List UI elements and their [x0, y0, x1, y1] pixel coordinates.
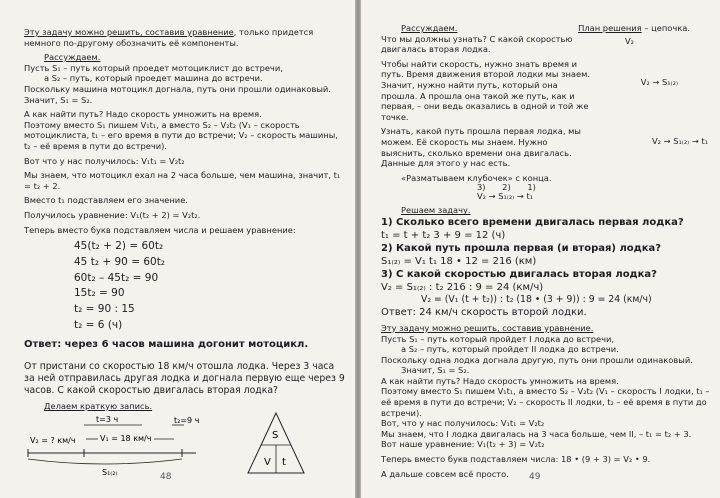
let-s1: Пусть S₁ – путь который проедет мотоциклист до встречи,: [24, 62, 283, 73]
solve-heading: Решаем задачу.: [401, 205, 471, 216]
short-record-heading: Делаем краткую запись.: [44, 400, 153, 411]
unwind-text: «Разматываем клубочек» с конца.: [401, 172, 552, 183]
substitute-text: Теперь вместо букв подставляем числа: 18 • (9 + 3) = V₂ • 9.: [381, 454, 651, 465]
plan-step-2: [381, 59, 714, 123]
equation-heading: Эту задачу можно решить, составив уравнение.: [381, 322, 594, 333]
left-page: [0, 0, 355, 498]
triangle-v-label: V: [264, 457, 271, 469]
plan-tail: – цепочка.: [641, 23, 690, 33]
triangle-t-label: t: [282, 457, 286, 469]
simple-text: А дальше совсем всё просто.: [381, 468, 509, 479]
step-line: 45(t₂ + 2) = 60t₂: [74, 240, 164, 253]
reasoning-heading: Рассуждаем.: [401, 23, 458, 33]
formula-triangle-icon: [248, 413, 304, 473]
instead-t1-text: Вместо t₁ подставляем его значение.: [24, 195, 188, 206]
step-line: t₂ = 6 (ч): [74, 319, 123, 332]
distance-brace: [28, 459, 182, 464]
got-text: Вот что у нас получилось: V₁t₁ = V₂t₂: [24, 155, 185, 166]
means-text: Значит, S₁ = S₂.: [401, 365, 470, 376]
equation-text: Получилось уравнение: V₁(t₂ + 2) = V₂t₂.: [24, 209, 201, 220]
plan-question-3: Узнать, какой путь прошла первая лодка, мы можем. Её скорость мы знаем. Нужно выяснить, сколько времени она двигалась.: [381, 126, 581, 158]
short-record-diagram: [24, 411, 344, 481]
reasoning-heading: Рассуждаем.: [44, 52, 101, 63]
now-text: Теперь вместо букв подставляем числа и решаем уравнение:: [24, 224, 296, 235]
chain-num-3: 3): [477, 182, 486, 193]
step1-answer: t₁ = t + t₂ 3 + 9 = 12 (ч): [381, 229, 506, 241]
step3-question: 3) С какой скоростью двигалась вторая лодка?: [381, 268, 657, 280]
v1-label: V₁ = 18 км/ч: [100, 434, 152, 444]
answer-text: Ответ: 24 км/ч скорость второй лодки.: [381, 306, 587, 318]
step-line: 60t₂ – 45t₂ = 90: [74, 271, 159, 284]
triangle-s-label: S: [272, 430, 279, 442]
distance-label: S₁₍₂₎: [102, 468, 118, 478]
plan-chain-3: V₂ → S₁₍₂₎ → t₁: [651, 136, 708, 147]
solution-steps: [24, 239, 347, 334]
step3-answer: V₂ = S₁₍₂₎ : t₂ 216 : 9 = 24 (км/ч): [381, 281, 544, 293]
since-text: Поскольку машина мотоцикл догнала, путь они прошли одинаковый.: [24, 83, 331, 94]
step1-question: 1) Сколько всего времени двигалась первая лодка?: [381, 216, 684, 228]
means-text: Значит, S₁ = S₂.: [24, 94, 93, 105]
intro-paragraph: [24, 27, 347, 48]
chain-num-2: 2): [502, 182, 511, 193]
know-text: Мы знаем, что I лодка двигалась на 3 часа больше, чем II, – t₁ = t₂ + 3.: [381, 428, 692, 439]
our-equation: Вот наше уравнение: V₁(t₂ + 3) = V₂t₂: [381, 439, 545, 450]
let-s2: а S₂ – путь, который пройдет II лодка до встречи.: [401, 344, 619, 355]
chain-num-1: 1): [527, 182, 536, 193]
step2-answer: S₁₍₂₎ = V₁ t₁ 18 • 12 = 216 (км): [381, 255, 537, 267]
how-text: А как найти путь? Надо скорость умножить на время.: [24, 109, 262, 120]
v2-label: V₂ = ? км/ч: [30, 436, 76, 446]
problem-text: От пристани со скоростью 18 км/ч отошла лодка. Через 3 часа за ней отправилась другая лодка и догнала первую еще через 9 часов. С какой скоростью двигалась вторая лодка?: [24, 360, 345, 396]
step2-question: 2) Какой путь прошла первая (и вторая) лодка?: [381, 242, 662, 254]
how-text: А как найти путь? Надо скорость умножить на время.: [381, 375, 619, 386]
chain-elements: V₂ → S₁₍₂₎ → t₁: [477, 191, 534, 202]
instead-text: Поэтому вместо S₁ пишем V₁t₁, а вместо S₂ – V₂t₂ (V₁ – скорость мотоциклиста, t₁ – его время в пути до встречи; V₂ – скорость машины, t₂ – её время в пути до встречи).: [24, 119, 338, 151]
step-line: t₂ = 90 : 15: [74, 303, 135, 316]
plan-step-3: [381, 126, 714, 158]
page-number: 49: [529, 472, 541, 482]
instead-text: Поэтому вместо S₁ пишем V₁t₁, а вместо S₂ – V₂t₂ (V₁ – скорость I лодки, t₁ – её время в пути до встречи; V₂ – скорость II лодки, t₂ – её время в пути до встречи).: [381, 386, 710, 418]
plan-chain-2: V₂ → S₁₍₂₎: [640, 76, 678, 87]
right-page: [361, 0, 720, 498]
intro-underlined: Эту задачу можно решить, составив уравнение: [24, 27, 234, 37]
step-line: 15t₂ = 90: [74, 287, 125, 300]
let-s1: Пусть S₁ – путь который пройдет I лодка до встречи,: [381, 333, 615, 344]
plan-chain-1: V₂: [624, 35, 634, 46]
answer-text: Ответ: через 6 часов машина догонит мотоцикл.: [24, 338, 309, 350]
unwind-chain: [381, 183, 714, 201]
page-number: 48: [160, 472, 172, 482]
data-text: Данные для этого у нас есть.: [381, 158, 511, 169]
step-line: 45 t₂ + 90 = 60t₂: [74, 255, 166, 268]
know-text: Мы знаем, что мотоцикл ехал на 2 часа больше, чем машина, значит, t₁ = t₂ + 2.: [24, 170, 341, 191]
right-headings: [381, 23, 714, 34]
plan-heading: План решения: [578, 23, 642, 33]
plan-question-1: Что мы должны узнать? С какой скоростью двигалась вторая лодка.: [381, 33, 573, 55]
plan-question-2: Чтобы найти скорость, нужно знать время и путь. Время движения второй лодки мы знаем. Значит, нужно найти путь, который она прошла. А прошла она такой же путь, как и первая, – они ведь оказались в одной и той же точке.: [381, 58, 591, 122]
since-text: Поскольку одна лодка догнала другую, путь они прошли одинаковый.: [381, 354, 693, 365]
intro-rest: , только придется немного по-другому обозначить её компоненты.: [24, 27, 314, 48]
got-text: Вот, что у нас получилось: V₁t₁ = V₂t₂: [381, 418, 545, 429]
time-t-label: t=3 ч: [96, 415, 119, 425]
plan-step-1: [381, 34, 714, 55]
let-s2: а S₂ – путь, который проедет машина до встречи.: [44, 73, 263, 84]
step3-expression: V₂ = (V₁ (t + t₂)) : t₂ (18 • (3 + 9)) : 9 = 24 (км/ч): [421, 293, 652, 305]
t2-label: t₂=9 ч: [174, 416, 200, 426]
